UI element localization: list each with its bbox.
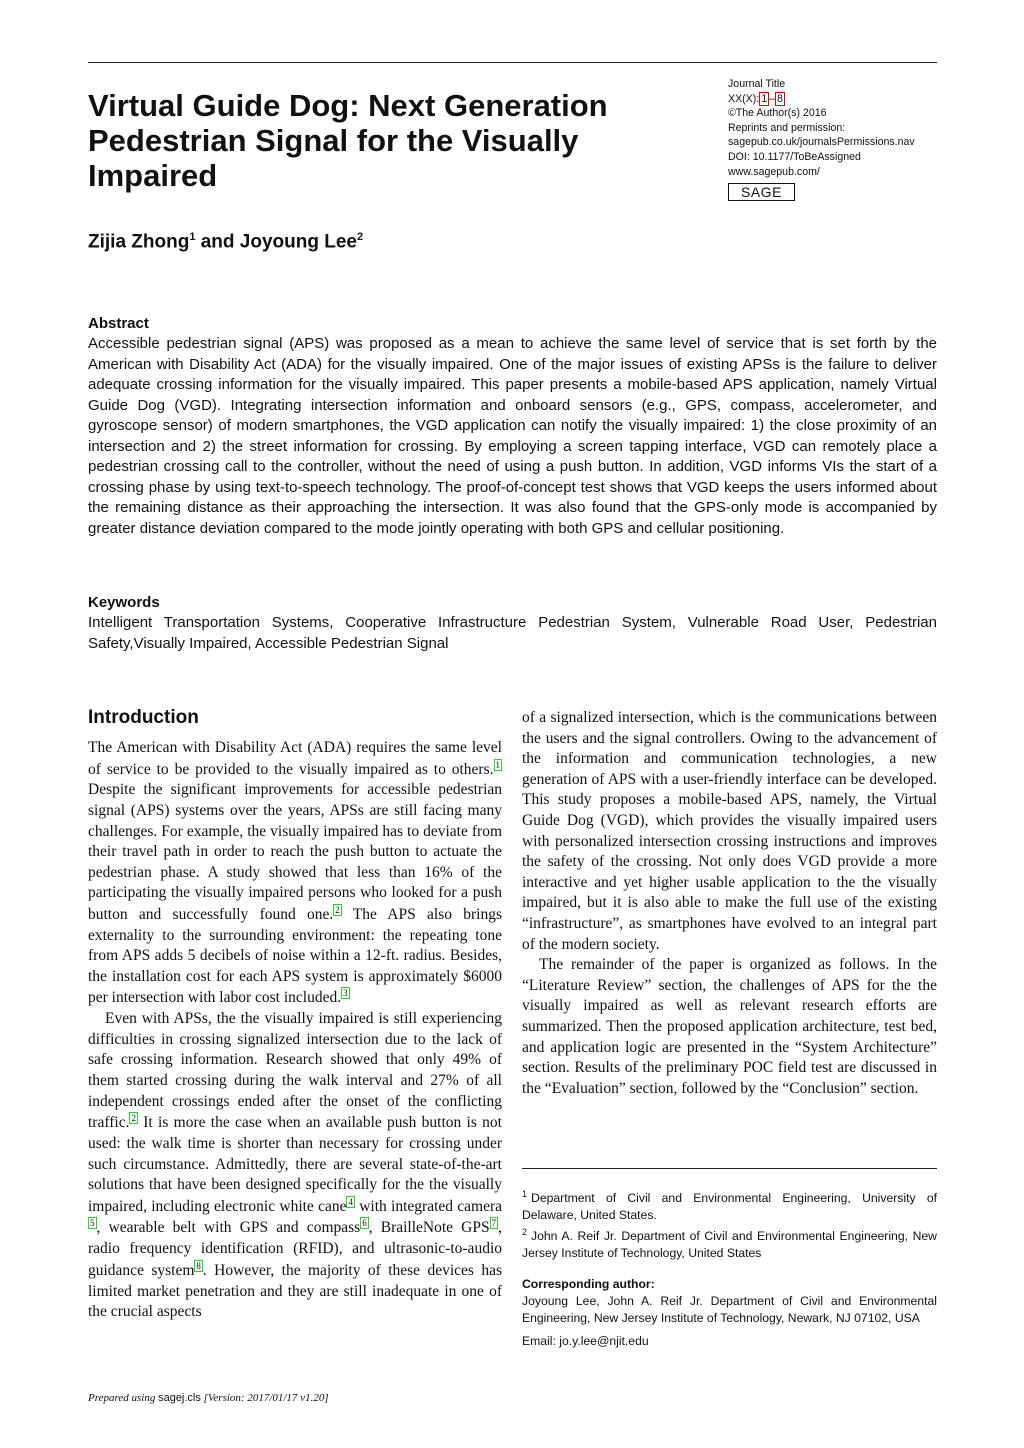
intro-paragraph-3: of a signalized intersection, which is the communications between the users and the signal controllers. Owing to the advancement of the information and communication technologies, a new generation of APS with a user-friendly interface can be developed. This study proposes a mobile-based APS, namely, the Virtual Guide Dog (VGD), which provides the visually impaired users with personalized intersection crossing instructions and improves the safety of the crossing. Not only does VGD provide a more interactive and yet higher usable application to the the visually impaired, but it is also able to make the full use of the existing “infrastructure”, as smartphones have evolved to an integral part of the modern society. xyxy=(522,709,937,953)
journal-volume xyxy=(728,92,948,107)
citation-link[interactable]: 4 xyxy=(348,1196,353,1207)
author-1: Zijia Zhong xyxy=(88,231,190,253)
affiliation-1-text: Department of Civil and Environmental Engineering, University of Delaware, United States. xyxy=(522,1191,937,1222)
corresponding-email[interactable]: Email: jo.y.lee@njit.edu xyxy=(522,1333,649,1348)
paper-title: Virtual Guide Dog: Next Generation Pedestrian Signal for the Visually Impaired xyxy=(88,88,608,193)
text-run: Even with APSs, the the visually impaired is still experiencing difficulties in crossing signalized intersection due to the lack of safe crossing information. Research showed that only 49% of them started crossing during the walk interval and 27% of all independent crossings ended after the onset of the conflicting traffic. xyxy=(88,1010,502,1132)
author-2-affiliation: 2 xyxy=(356,231,364,243)
footnotes xyxy=(522,1186,937,1350)
citation-link[interactable]: 7 xyxy=(491,1218,497,1229)
page-footer xyxy=(88,1391,329,1405)
citation-link[interactable]: 2 xyxy=(335,904,340,915)
text-run: with integrated camera xyxy=(354,1197,502,1215)
footer-cls: sagej.cls xyxy=(158,1392,201,1404)
text-run: Despite the significant improvements for accessible pedestrian signal (APS) systems over the years, APSs are still facing many challenges. For example, the visually impaired has to deviate from their travel path in order to reach the push button to actuate the pedestrian phase. A study showed that less than 16% of the participating the visually impaired persons who looked for a push button and successfully found one. xyxy=(88,781,502,924)
journal-title: Journal Title xyxy=(728,78,786,90)
reprints-label: Reprints and permission: xyxy=(728,121,846,134)
author-list xyxy=(88,224,363,255)
citation-link[interactable]: 1 xyxy=(495,759,500,770)
affiliation-1 xyxy=(522,1186,937,1224)
footnote-rule xyxy=(522,1168,937,1169)
text-run: The APS also brings externality to the surrounding environment: the repeating tone from APS adds 5 decibels of noise within a 12-ft. radius. Besides, the installation cost for each APS system is approximately $6000 per intersection with labor cost included. xyxy=(88,906,502,1007)
publisher-website: www.sagepub.com/ xyxy=(728,165,820,178)
author-conjunction: and xyxy=(195,231,240,253)
intro-paragraph-4: The remainder of the paper is organized as follows. In the “Literature Review” section, the challenges of APS for the the visually impaired as well as relevant research efforts are summarized. Then the proposed application architecture, test bed, and application logic are presented in the “System Architecture” section. Results of the preliminary POC field test are discussed in the “Evaluation” section, followed by the “Conclusion” section. xyxy=(522,956,937,1097)
affiliation-1-number: 1 xyxy=(522,1189,528,1199)
author-2: Joyoung Lee xyxy=(239,231,357,253)
volume-prefix: XX(X): xyxy=(728,92,760,105)
keywords-section xyxy=(88,593,937,654)
left-column xyxy=(88,706,502,1323)
page-start-link[interactable]: 1 xyxy=(761,92,768,105)
page-end-link[interactable]: 8 xyxy=(777,92,783,105)
text-run: , wearable belt with GPS and compass xyxy=(96,1219,361,1237)
affiliation-2-text: John A. Reif Jr. Department of Civil and Environmental Engineering, New Jersey Institute of Technology, United States xyxy=(522,1228,937,1260)
publisher-logo: SAGE xyxy=(728,183,795,201)
affiliation-2-number: 2 xyxy=(522,1226,528,1237)
text-run: It is more the case when an available push button is not used: the walk time is shorter than necessary for crossing under such circumstance. Admittedly, there are several state-of-the-art solutions that have been designed specifically for the the visually impaired, including electronic white cane xyxy=(88,1114,502,1215)
reprints-url: sagepub.co.uk/journalsPermissions.nav xyxy=(728,136,915,149)
text-run: . However, the majority of these devices has limited market penetration and they are still inadequate in one of the crucial aspects xyxy=(88,1261,502,1321)
footer-version: [Version: 2017/01/17 v1.20] xyxy=(200,1392,329,1404)
introduction-heading: Introduction xyxy=(88,707,199,728)
citation-link[interactable]: 2 xyxy=(131,1113,136,1124)
text-run: , BrailleNote GPS xyxy=(368,1219,490,1237)
copyright: ©The Author(s) 2016 xyxy=(728,107,827,120)
intro-paragraph-1 xyxy=(88,738,502,1009)
corresponding-author-text: Joyoung Lee, John A. Reif Jr. Department of Civil and Environmental Engineering, New Jersey Institute of Technology, Newark, NJ 07102, USA xyxy=(522,1294,937,1325)
text-run: The American with Disability Act (ADA) requires the same level of service to be provided to the visually impaired as to others. xyxy=(88,739,502,778)
keywords-text: Intelligent Transportation Systems, Cooperative Infrastructure Pedestrian System, Vulnerable Road User, Pedestrian Safety,Visually Impaired, Accessible Pedestrian Signal xyxy=(88,614,937,652)
doi: DOI: 10.1177/ToBeAssigned xyxy=(728,150,861,163)
author-1-affiliation: 1 xyxy=(189,231,196,243)
keywords-heading: Keywords xyxy=(88,594,160,611)
abstract-section xyxy=(88,314,937,539)
abstract-text: Accessible pedestrian signal (APS) was proposed as a mean to achieve the same level of service that is set forth by the American with Disability Act (ADA) for the visually impaired. One of the major issues of existing APSs is the failure to deliver adequate crossing information for the visually impaired. This paper presents a mobile-based APS application, namely Virtual Guide Dog (VGD). Integrating intersection information and onboard sensors (e.g., GPS, compass, accelerometer, and gyroscope sensor) of modern smartphones, the VGD application can notify the visually impaired: 1) the close proximity of an intersection and 2) the street information for crossing. By employing a screen tapping interface, VGD can remotely place a pedestrian crossing call to the controller, without the need of using a push button. In addition, VGD informs VIs the start of a crossing phase by using text-to-speech technology. The proof-of-concept test shows that VGD keeps the users informed about the remaining distance as their approaching the intersection. It was also found that the GPS-only mode is accompanied by greater distance deviation compared to the mode jointly operating with both GPS and cellular positioning. xyxy=(88,335,937,537)
right-column xyxy=(522,708,937,1099)
footer-prepared: Prepared using xyxy=(88,1392,159,1404)
abstract-heading: Abstract xyxy=(88,315,149,332)
citation-link[interactable]: 8 xyxy=(196,1260,201,1271)
intro-paragraph-2 xyxy=(88,1009,502,1323)
affiliation-2 xyxy=(522,1224,937,1262)
citation-link[interactable]: 3 xyxy=(343,988,348,999)
citation-link[interactable]: 5 xyxy=(90,1218,95,1229)
page-separator: – xyxy=(769,92,776,105)
corresponding-author-heading: Corresponding author: xyxy=(522,1277,655,1292)
journal-info xyxy=(728,77,948,202)
citation-link[interactable]: 6 xyxy=(362,1218,367,1229)
text-run: , radio frequency identification (RFID), and ultrasonic-to-audio guidance system xyxy=(88,1219,502,1279)
header-rule xyxy=(88,62,937,63)
